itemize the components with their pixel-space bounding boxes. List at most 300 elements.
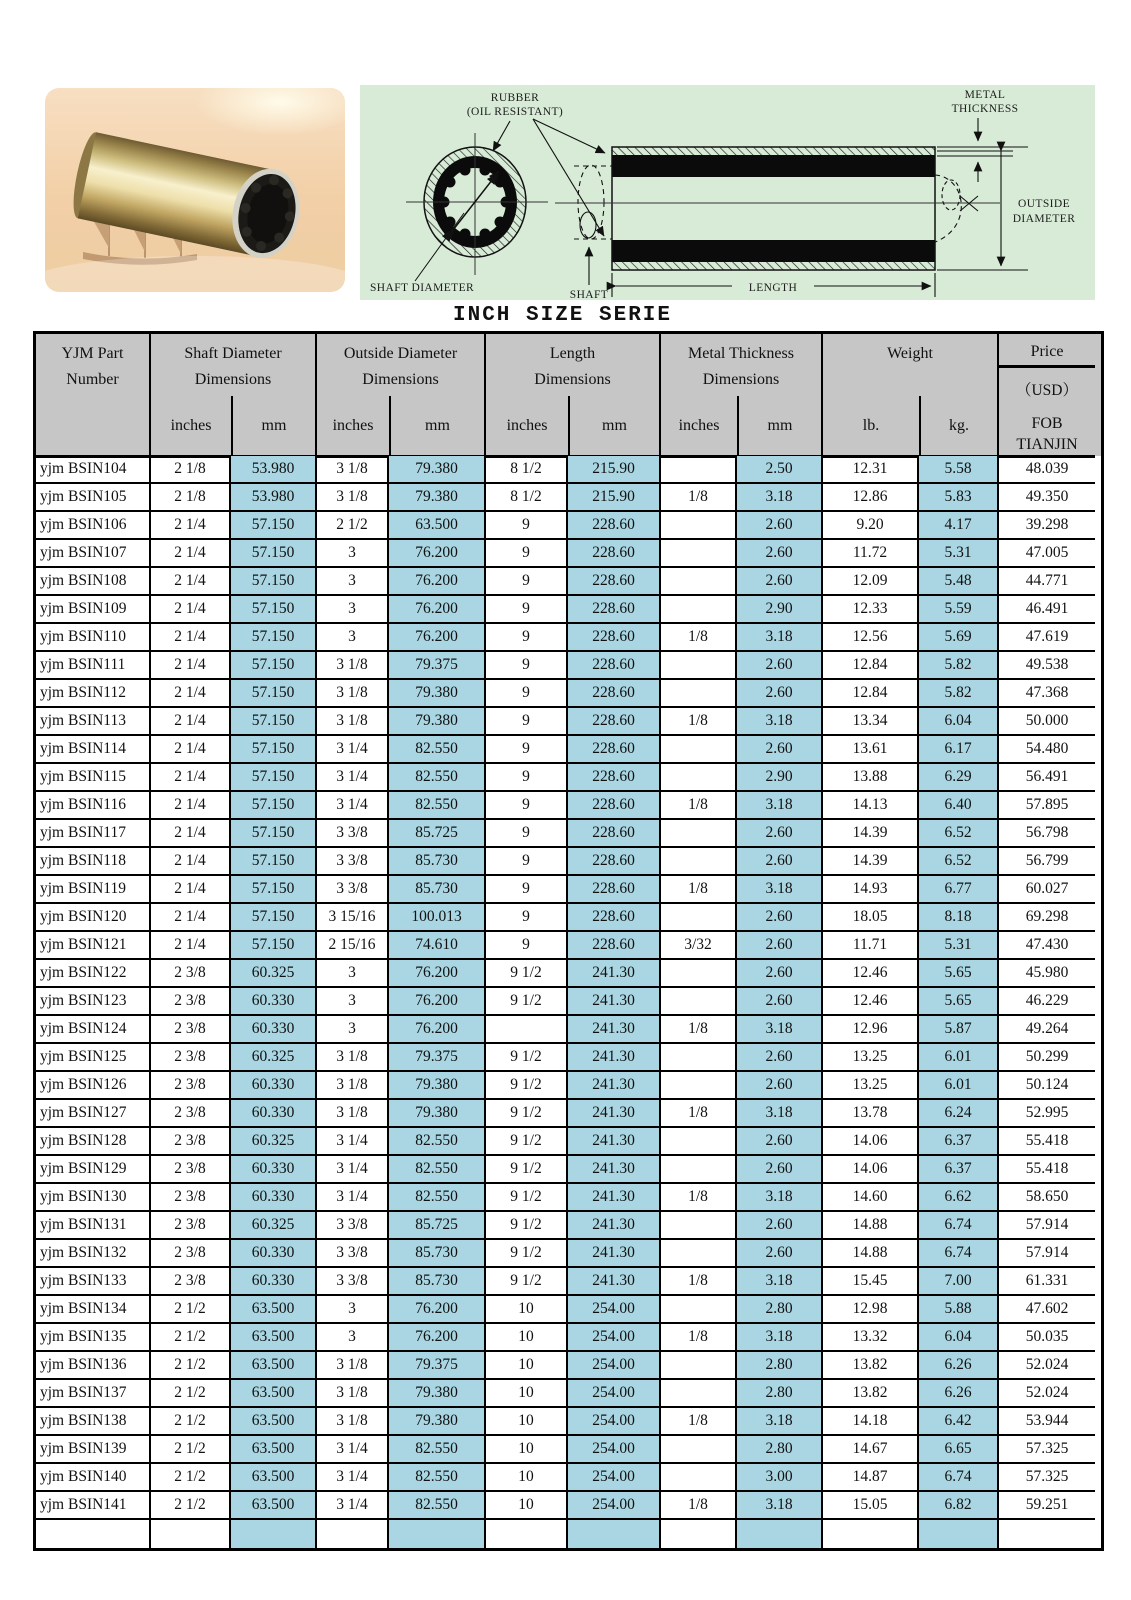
value-cell: 79.380 bbox=[389, 1408, 486, 1436]
value-cell: 9 bbox=[486, 512, 568, 540]
value-cell: 79.380 bbox=[389, 484, 486, 512]
part-number-cell: yjm BSIN122 bbox=[36, 960, 151, 988]
bearing-photo-illustration bbox=[45, 88, 345, 292]
value-cell: 60.325 bbox=[231, 960, 317, 988]
table-row bbox=[36, 1296, 1101, 1324]
value-cell bbox=[661, 848, 737, 876]
shaft-diameter-label: SHAFT DIAMETER bbox=[370, 282, 475, 294]
value-cell: 9 bbox=[486, 568, 568, 596]
value-cell: 13.25 bbox=[823, 1044, 919, 1072]
value-cell: 44.771 bbox=[999, 568, 1095, 596]
value-cell: 2.60 bbox=[737, 932, 823, 960]
part-number-cell: yjm BSIN115 bbox=[36, 764, 151, 792]
value-cell bbox=[661, 1072, 737, 1100]
value-cell bbox=[661, 456, 737, 484]
value-cell: 12.33 bbox=[823, 596, 919, 624]
value-cell: 2.80 bbox=[737, 1352, 823, 1380]
value-cell bbox=[661, 1352, 737, 1380]
value-cell: 1/8 bbox=[661, 1408, 737, 1436]
value-cell: 5.82 bbox=[919, 680, 999, 708]
header-shaft-inches: inches bbox=[170, 416, 212, 434]
table-row bbox=[36, 540, 1101, 568]
value-cell: 47.430 bbox=[999, 932, 1095, 960]
value-cell: 9 bbox=[486, 596, 568, 624]
value-cell: 60.325 bbox=[231, 1212, 317, 1240]
value-cell: 56.799 bbox=[999, 848, 1095, 876]
value-cell: 85.730 bbox=[389, 1268, 486, 1296]
value-cell: 56.798 bbox=[999, 820, 1095, 848]
value-cell: 57.325 bbox=[999, 1464, 1095, 1492]
value-cell: 9 1/2 bbox=[486, 1212, 568, 1240]
value-cell: 6.17 bbox=[919, 736, 999, 764]
value-cell: 241.30 bbox=[568, 1016, 661, 1044]
value-cell: 57.150 bbox=[231, 680, 317, 708]
value-cell: 3 1/4 bbox=[317, 1436, 389, 1464]
part-number-cell: yjm BSIN130 bbox=[36, 1184, 151, 1212]
value-cell: 3 1/8 bbox=[317, 708, 389, 736]
value-cell: 60.325 bbox=[231, 1044, 317, 1072]
table-row bbox=[36, 484, 1101, 512]
value-cell: 4.17 bbox=[919, 512, 999, 540]
value-cell: 10 bbox=[486, 1492, 568, 1520]
value-cell: 63.500 bbox=[231, 1492, 317, 1520]
part-number-cell: yjm BSIN108 bbox=[36, 568, 151, 596]
longitudinal-section-view bbox=[555, 147, 1000, 270]
value-cell: 9 bbox=[486, 540, 568, 568]
part-number-cell: yjm BSIN135 bbox=[36, 1324, 151, 1352]
value-cell: 12.98 bbox=[823, 1296, 919, 1324]
value-cell: 50.124 bbox=[999, 1072, 1095, 1100]
value-cell: 3.18 bbox=[737, 1184, 823, 1212]
table-header bbox=[36, 334, 1101, 456]
value-cell: 2 3/8 bbox=[151, 1156, 231, 1184]
value-cell: 57.895 bbox=[999, 792, 1095, 820]
value-cell: 6.52 bbox=[919, 820, 999, 848]
value-cell: 254.00 bbox=[568, 1324, 661, 1352]
value-cell: 59.251 bbox=[999, 1492, 1095, 1520]
value-cell: 254.00 bbox=[568, 1492, 661, 1520]
value-cell: 2 3/8 bbox=[151, 1016, 231, 1044]
value-cell: 9.20 bbox=[823, 512, 919, 540]
value-cell: 2.90 bbox=[737, 764, 823, 792]
header-metal-line2: Dimensions bbox=[702, 371, 780, 388]
value-cell: 79.380 bbox=[389, 456, 486, 484]
value-cell: 5.65 bbox=[919, 960, 999, 988]
value-cell: 9 bbox=[486, 792, 568, 820]
value-cell: 6.04 bbox=[919, 708, 999, 736]
value-cell: 9 1/2 bbox=[486, 960, 568, 988]
value-cell: 76.200 bbox=[389, 624, 486, 652]
value-cell bbox=[737, 1520, 823, 1548]
value-cell: 9 bbox=[486, 820, 568, 848]
value-cell: 10 bbox=[486, 1464, 568, 1492]
part-number-cell: yjm BSIN128 bbox=[36, 1128, 151, 1156]
outside-diameter-arrow bbox=[937, 147, 1028, 270]
value-cell: 3.18 bbox=[737, 708, 823, 736]
value-cell: 241.30 bbox=[568, 1184, 661, 1212]
value-cell: 52.995 bbox=[999, 1100, 1095, 1128]
value-cell: 63.500 bbox=[231, 1380, 317, 1408]
value-cell: 58.650 bbox=[999, 1184, 1095, 1212]
value-cell: 6.74 bbox=[919, 1212, 999, 1240]
value-cell bbox=[661, 1464, 737, 1492]
table-row bbox=[36, 708, 1101, 736]
value-cell: 1/8 bbox=[661, 484, 737, 512]
part-number-cell: yjm BSIN141 bbox=[36, 1492, 151, 1520]
value-cell: 241.30 bbox=[568, 1128, 661, 1156]
value-cell: 3 1/8 bbox=[317, 1352, 389, 1380]
header-price-title: Price bbox=[999, 334, 1095, 368]
part-number-cell: yjm BSIN127 bbox=[36, 1100, 151, 1128]
value-cell: 5.48 bbox=[919, 568, 999, 596]
value-cell: 5.83 bbox=[919, 484, 999, 512]
value-cell: 3 bbox=[317, 1324, 389, 1352]
value-cell: 9 bbox=[486, 736, 568, 764]
value-cell: 3 bbox=[317, 624, 389, 652]
value-cell: 228.60 bbox=[568, 512, 661, 540]
value-cell: 1/8 bbox=[661, 792, 737, 820]
table-row bbox=[36, 904, 1101, 932]
value-cell: 57.150 bbox=[231, 708, 317, 736]
value-cell: 3 3/8 bbox=[317, 1268, 389, 1296]
length-label: LENGTH bbox=[748, 282, 798, 294]
value-cell: 9 1/2 bbox=[486, 1072, 568, 1100]
value-cell: 6.37 bbox=[919, 1128, 999, 1156]
value-cell bbox=[486, 1016, 568, 1044]
value-cell: 241.30 bbox=[568, 1044, 661, 1072]
value-cell: 10 bbox=[486, 1380, 568, 1408]
table-row bbox=[36, 652, 1101, 680]
value-cell: 5.65 bbox=[919, 988, 999, 1016]
value-cell: 63.500 bbox=[231, 1464, 317, 1492]
header-price bbox=[999, 334, 1095, 458]
part-number-cell: yjm BSIN124 bbox=[36, 1016, 151, 1044]
value-cell: 49.350 bbox=[999, 484, 1095, 512]
value-cell bbox=[231, 1520, 317, 1548]
metal-thickness-label: METAL bbox=[964, 89, 1006, 101]
table-row bbox=[36, 1100, 1101, 1128]
value-cell: 60.325 bbox=[231, 1128, 317, 1156]
value-cell: 85.730 bbox=[389, 848, 486, 876]
value-cell: 55.418 bbox=[999, 1156, 1095, 1184]
part-number-cell: yjm BSIN125 bbox=[36, 1044, 151, 1072]
value-cell: 79.375 bbox=[389, 652, 486, 680]
value-cell bbox=[661, 904, 737, 932]
value-cell: 3 1/8 bbox=[317, 680, 389, 708]
value-cell: 3 bbox=[317, 960, 389, 988]
value-cell: 241.30 bbox=[568, 1072, 661, 1100]
value-cell: 85.730 bbox=[389, 876, 486, 904]
value-cell: 5.69 bbox=[919, 624, 999, 652]
value-cell: 1/8 bbox=[661, 624, 737, 652]
value-cell: 2 1/2 bbox=[151, 1296, 231, 1324]
value-cell: 14.67 bbox=[823, 1436, 919, 1464]
value-cell: 228.60 bbox=[568, 764, 661, 792]
value-cell: 76.200 bbox=[389, 540, 486, 568]
value-cell bbox=[661, 652, 737, 680]
value-cell: 2 1/4 bbox=[151, 512, 231, 540]
value-cell: 60.330 bbox=[231, 1184, 317, 1212]
table-row bbox=[36, 624, 1101, 652]
header-shaft-diameter bbox=[151, 334, 317, 458]
value-cell: 9 1/2 bbox=[486, 1156, 568, 1184]
value-cell: 2 1/4 bbox=[151, 792, 231, 820]
table-row bbox=[36, 764, 1101, 792]
value-cell: 2 1/2 bbox=[151, 1492, 231, 1520]
value-cell bbox=[661, 680, 737, 708]
value-cell bbox=[661, 736, 737, 764]
value-cell: 57.150 bbox=[231, 876, 317, 904]
value-cell: 52.024 bbox=[999, 1352, 1095, 1380]
value-cell: 63.500 bbox=[389, 512, 486, 540]
value-cell: 12.56 bbox=[823, 624, 919, 652]
value-cell: 74.610 bbox=[389, 932, 486, 960]
value-cell: 2 3/8 bbox=[151, 1212, 231, 1240]
value-cell: 1/8 bbox=[661, 1492, 737, 1520]
value-cell: 3.18 bbox=[737, 876, 823, 904]
table-row bbox=[36, 1520, 1101, 1548]
value-cell: 57.150 bbox=[231, 904, 317, 932]
value-cell bbox=[661, 820, 737, 848]
table-row bbox=[36, 960, 1101, 988]
value-cell: 2 1/4 bbox=[151, 596, 231, 624]
value-cell: 228.60 bbox=[568, 624, 661, 652]
table-row bbox=[36, 1268, 1101, 1296]
table-row bbox=[36, 1464, 1101, 1492]
value-cell: 2.80 bbox=[737, 1436, 823, 1464]
value-cell: 82.550 bbox=[389, 1436, 486, 1464]
value-cell: 79.375 bbox=[389, 1352, 486, 1380]
value-cell: 100.013 bbox=[389, 904, 486, 932]
header-shaft-line2: Dimensions bbox=[194, 371, 272, 388]
part-number-cell: yjm BSIN126 bbox=[36, 1072, 151, 1100]
table-row bbox=[36, 988, 1101, 1016]
part-number-cell: yjm BSIN133 bbox=[36, 1268, 151, 1296]
value-cell: 2 3/8 bbox=[151, 988, 231, 1016]
value-cell: 3 3/8 bbox=[317, 820, 389, 848]
value-cell: 2.60 bbox=[737, 652, 823, 680]
header-length-line2: Dimensions bbox=[534, 371, 611, 388]
value-cell bbox=[661, 1296, 737, 1324]
value-cell: 3 1/4 bbox=[317, 764, 389, 792]
value-cell: 2 3/8 bbox=[151, 1100, 231, 1128]
header-metal-line1: Metal Thickness bbox=[688, 345, 794, 362]
value-cell: 61.331 bbox=[999, 1268, 1095, 1296]
value-cell: 2 3/8 bbox=[151, 1044, 231, 1072]
part-number-cell: yjm BSIN112 bbox=[36, 680, 151, 708]
table-row bbox=[36, 1324, 1101, 1352]
header-price-fob: FOB bbox=[1031, 415, 1063, 432]
value-cell: 3 3/8 bbox=[317, 1212, 389, 1240]
value-cell: 241.30 bbox=[568, 988, 661, 1016]
value-cell: 12.09 bbox=[823, 568, 919, 596]
header-part-number bbox=[36, 334, 151, 458]
header-length-mm: mm bbox=[568, 396, 659, 455]
cross-section-view bbox=[406, 133, 548, 281]
value-cell: 6.74 bbox=[919, 1240, 999, 1268]
value-cell: 79.380 bbox=[389, 1380, 486, 1408]
value-cell: 254.00 bbox=[568, 1464, 661, 1492]
header-metal-thickness bbox=[661, 334, 823, 458]
value-cell: 8 1/2 bbox=[486, 456, 568, 484]
header-weight bbox=[823, 334, 999, 458]
header-part-line2: Number bbox=[66, 371, 119, 388]
header-price-tianjin: TIANJIN bbox=[1016, 436, 1078, 453]
header-outside-line1: Outside Diameter bbox=[343, 345, 458, 362]
value-cell: 50.035 bbox=[999, 1324, 1095, 1352]
value-cell: 53.944 bbox=[999, 1408, 1095, 1436]
value-cell: 14.06 bbox=[823, 1156, 919, 1184]
value-cell: 3 3/8 bbox=[317, 876, 389, 904]
value-cell: 3 1/8 bbox=[317, 1380, 389, 1408]
value-cell: 9 bbox=[486, 624, 568, 652]
value-cell bbox=[999, 1520, 1095, 1548]
value-cell: 9 1/2 bbox=[486, 1240, 568, 1268]
value-cell: 2 1/2 bbox=[151, 1380, 231, 1408]
value-cell: 63.500 bbox=[231, 1324, 317, 1352]
value-cell: 2 1/2 bbox=[317, 512, 389, 540]
value-cell: 13.32 bbox=[823, 1324, 919, 1352]
value-cell: 13.82 bbox=[823, 1380, 919, 1408]
value-cell: 47.619 bbox=[999, 624, 1095, 652]
value-cell: 13.82 bbox=[823, 1352, 919, 1380]
value-cell: 3 1/4 bbox=[317, 1156, 389, 1184]
value-cell: 12.86 bbox=[823, 484, 919, 512]
table-row bbox=[36, 1408, 1101, 1436]
value-cell: 60.330 bbox=[231, 1156, 317, 1184]
value-cell: 57.914 bbox=[999, 1212, 1095, 1240]
value-cell bbox=[661, 1520, 737, 1548]
value-cell: 85.725 bbox=[389, 1212, 486, 1240]
value-cell bbox=[151, 1520, 231, 1548]
table-row bbox=[36, 1352, 1101, 1380]
value-cell: 2 3/8 bbox=[151, 1240, 231, 1268]
value-cell: 82.550 bbox=[389, 1492, 486, 1520]
header-shaft-line1: Shaft Diameter bbox=[184, 345, 282, 362]
value-cell: 3 1/8 bbox=[317, 1100, 389, 1128]
header-part-line1: YJM Part bbox=[61, 345, 124, 362]
value-cell: 6.24 bbox=[919, 1100, 999, 1128]
value-cell: 254.00 bbox=[568, 1408, 661, 1436]
value-cell: 14.88 bbox=[823, 1212, 919, 1240]
value-cell: 2 3/8 bbox=[151, 960, 231, 988]
value-cell: 241.30 bbox=[568, 1240, 661, 1268]
value-cell: 39.298 bbox=[999, 512, 1095, 540]
value-cell: 2.80 bbox=[737, 1380, 823, 1408]
value-cell bbox=[568, 1520, 661, 1548]
value-cell: 228.60 bbox=[568, 568, 661, 596]
value-cell: 2.90 bbox=[737, 596, 823, 624]
value-cell: 1/8 bbox=[661, 1184, 737, 1212]
header-outside-diameter bbox=[317, 334, 486, 458]
value-cell: 48.039 bbox=[999, 456, 1095, 484]
header-weight-title: Weight bbox=[887, 345, 933, 362]
value-cell: 9 bbox=[486, 904, 568, 932]
value-cell: 3 1/4 bbox=[317, 1464, 389, 1492]
value-cell: 2 1/2 bbox=[151, 1352, 231, 1380]
value-cell: 60.330 bbox=[231, 1072, 317, 1100]
value-cell: 3/32 bbox=[661, 932, 737, 960]
value-cell: 6.77 bbox=[919, 876, 999, 904]
value-cell: 60.330 bbox=[231, 1016, 317, 1044]
value-cell: 57.150 bbox=[231, 848, 317, 876]
value-cell: 57.150 bbox=[231, 820, 317, 848]
value-cell: 2.50 bbox=[737, 456, 823, 484]
value-cell: 7.00 bbox=[919, 1268, 999, 1296]
value-cell: 14.18 bbox=[823, 1408, 919, 1436]
table-row bbox=[36, 1380, 1101, 1408]
value-cell: 1/8 bbox=[661, 1016, 737, 1044]
value-cell: 5.87 bbox=[919, 1016, 999, 1044]
value-cell: 9 bbox=[486, 708, 568, 736]
value-cell: 2 1/4 bbox=[151, 904, 231, 932]
value-cell: 3.18 bbox=[737, 1016, 823, 1044]
part-number-cell: yjm BSIN121 bbox=[36, 932, 151, 960]
value-cell: 9 bbox=[486, 764, 568, 792]
value-cell: 2.60 bbox=[737, 540, 823, 568]
part-number-cell: yjm BSIN105 bbox=[36, 484, 151, 512]
bearing-diagram bbox=[360, 85, 1095, 300]
value-cell: 2 3/8 bbox=[151, 1072, 231, 1100]
part-number-cell: yjm BSIN132 bbox=[36, 1240, 151, 1268]
value-cell: 79.375 bbox=[389, 1044, 486, 1072]
value-cell: 9 1/2 bbox=[486, 1100, 568, 1128]
value-cell: 10 bbox=[486, 1296, 568, 1324]
table-row bbox=[36, 568, 1101, 596]
value-cell: 1/8 bbox=[661, 1324, 737, 1352]
part-number-cell: yjm BSIN120 bbox=[36, 904, 151, 932]
value-cell: 63.500 bbox=[231, 1352, 317, 1380]
rubber-label: RUBBER bbox=[490, 92, 540, 104]
size-table bbox=[33, 331, 1104, 1551]
value-cell: 2 1/4 bbox=[151, 624, 231, 652]
value-cell: 2.60 bbox=[737, 1044, 823, 1072]
outside-diameter-label-2: DIAMETER bbox=[1012, 213, 1076, 225]
value-cell: 2.60 bbox=[737, 820, 823, 848]
value-cell: 69.298 bbox=[999, 904, 1095, 932]
value-cell bbox=[661, 512, 737, 540]
value-cell bbox=[661, 1128, 737, 1156]
value-cell: 63.500 bbox=[231, 1408, 317, 1436]
value-cell: 9 bbox=[486, 932, 568, 960]
value-cell: 3 1/8 bbox=[317, 484, 389, 512]
value-cell: 76.200 bbox=[389, 1016, 486, 1044]
value-cell: 2.60 bbox=[737, 904, 823, 932]
part-number-cell: yjm BSIN104 bbox=[36, 456, 151, 484]
value-cell: 2 1/2 bbox=[151, 1408, 231, 1436]
part-number-cell: yjm BSIN119 bbox=[36, 876, 151, 904]
value-cell: 3.18 bbox=[737, 1408, 823, 1436]
value-cell: 3 bbox=[317, 568, 389, 596]
value-cell: 53.980 bbox=[231, 484, 317, 512]
table-row bbox=[36, 1016, 1101, 1044]
value-cell: 14.39 bbox=[823, 820, 919, 848]
value-cell: 13.78 bbox=[823, 1100, 919, 1128]
value-cell: 82.550 bbox=[389, 764, 486, 792]
value-cell: 6.40 bbox=[919, 792, 999, 820]
value-cell: 13.25 bbox=[823, 1072, 919, 1100]
value-cell: 60.330 bbox=[231, 1268, 317, 1296]
value-cell bbox=[661, 1240, 737, 1268]
value-cell: 13.34 bbox=[823, 708, 919, 736]
value-cell: 2 1/4 bbox=[151, 736, 231, 764]
shaft-dashed-outline bbox=[574, 165, 612, 239]
value-cell bbox=[661, 960, 737, 988]
value-cell: 9 bbox=[486, 876, 568, 904]
value-cell: 46.491 bbox=[999, 596, 1095, 624]
part-number-cell: yjm BSIN114 bbox=[36, 736, 151, 764]
value-cell: 228.60 bbox=[568, 540, 661, 568]
